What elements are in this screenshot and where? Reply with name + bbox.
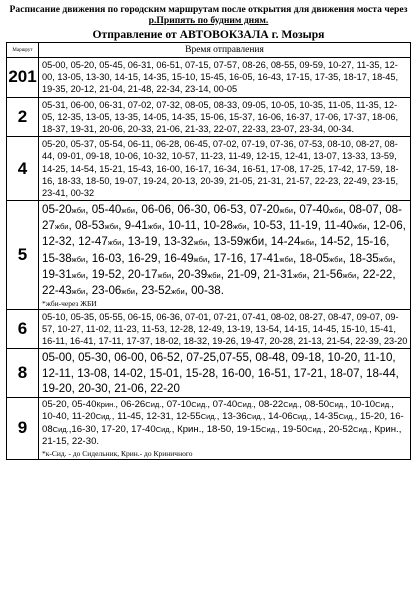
time-suffix: жби	[157, 270, 172, 280]
time-suffix: жби	[121, 206, 135, 216]
time-suffix: Сид.	[52, 424, 69, 434]
route-row-201	[7, 58, 411, 98]
time-suffix: Сид.	[283, 399, 300, 409]
time-suffix: жби	[378, 254, 393, 264]
time-suffix: жби	[71, 254, 86, 264]
route-number: 9	[17, 418, 28, 438]
route-times: 05-20, 05-37, 05-54, 06-11, 06-28, 06-45, 07-02, 07-19, 07-36, 07-53, 08-10, 08-27, 08-44, 09-01, 09-18, 10-06, 10-32, 10-57, 11-23, 11-49, 12-15, 12-41, 13-07, 13-33, 13-59, 14-25, 14-54, 15-21, 15-43, 16-00, 16-17, 16-34, 16-51, 17-08, 17-25, 17-42, 17-59, 18-16, 18-33, 18-50, 19-07, 19-24, 20-13, 20-39, 21-05, 21-31, 21-57, 22-23, 22-49, 23-15, 23-41, 00-32	[39, 137, 411, 201]
route-times: 05-31, 06-00, 06-31, 07-02, 07-32, 08-05, 08-33, 09-05, 10-05, 10-35, 11-05, 11-35, 12-05, 12-35, 13-05, 13-35, 14-05, 14-35, 15-06, 15-37, 16-06, 16-37, 17-06, 17-37, 18-06, 18-37, 19-31, 20-06, 20-33, 21-06, 21-33, 22-07, 22-33, 23-07, 23-34, 00-34.	[39, 97, 411, 137]
time-suffix: жби	[279, 254, 293, 264]
route-number-cell	[7, 397, 39, 459]
time-suffix: жби	[107, 238, 122, 248]
route-number: 4	[17, 158, 28, 178]
time-suffix: жби	[329, 254, 343, 264]
route-row-4	[7, 137, 411, 201]
route-note: *жби-через ЖБИ	[42, 298, 97, 308]
time-suffix: Крин.	[96, 399, 116, 409]
time-suffix: Сид.	[329, 399, 346, 409]
time-suffix: жби	[147, 222, 162, 232]
time-suffix: Сид.	[338, 412, 355, 422]
route-number-cell	[7, 58, 39, 98]
time-suffix: жби	[104, 222, 119, 232]
route-times-cell	[39, 201, 411, 310]
time-suffix: Сид.	[237, 399, 254, 409]
route-times: 05-10, 05-35, 05-55, 06-15, 06-36, 07-01, 07-21, 07-41, 08-02, 08-27, 08-47, 09-07, 09-57, 10-27, 11-02, 11-23, 11-53, 12-28, 12-49, 13-19, 13-54, 14-15, 14-45, 15-10, 15-41, 16-11, 16-41, 17-11, 17-37, 18-02, 18-32, 19-26, 19-47, 20-28, 21-13, 21-54, 22-39, 23-20	[39, 309, 411, 349]
time-suffix: жби	[207, 270, 221, 280]
route-row-8	[7, 349, 411, 397]
time-suffix: Сид.	[145, 399, 162, 409]
schedule-table	[6, 42, 411, 460]
time-suffix: Сид.	[353, 424, 370, 434]
time-suffix: жби	[279, 206, 293, 216]
route-number: 6	[17, 319, 28, 339]
time-suffix: Сид.	[155, 424, 172, 434]
route-number: 2	[17, 106, 28, 126]
route-number-cell	[7, 137, 39, 201]
route-number: 201	[8, 67, 37, 87]
time-suffix: Сид.	[292, 412, 309, 422]
time-suffix: жби	[300, 238, 314, 248]
time-suffix: жби	[342, 270, 357, 280]
time-suffix: жби	[292, 270, 307, 280]
time-suffix: Сид.	[95, 412, 112, 422]
time-suffix: жби	[352, 222, 367, 232]
route-number: 5	[17, 245, 28, 265]
route-row-5	[7, 201, 411, 310]
header-line-1: Расписание движения по городским маршрутам после открытия для движения моста через	[9, 4, 408, 15]
time-suffix: жби	[193, 254, 208, 264]
time-suffix: жби	[121, 286, 135, 296]
time-suffix: Сид.	[191, 399, 208, 409]
time-suffix: жби	[329, 206, 343, 216]
time-suffix: жби	[232, 222, 247, 232]
route-times-cell	[39, 397, 411, 459]
schedule-title: Отправление от АВТОВОКЗАЛА г. Мозыря	[92, 28, 325, 41]
route-number: 8	[17, 363, 28, 383]
schedule-page	[6, 0, 411, 600]
header-line-2: р.Припять по будним дням.	[148, 15, 269, 26]
route-times: 05-20, 05-40Крин., 06-26Сид., 07-10Сид., 07-40Сид., 08-22Сид., 08-50Сид., 10-10Сид., 10-40, 11-20Сид., 11-45, 12-31, 12-55Сид., 13-36Сид., 14-06Сид., 14-35Сид., 15-20, 16-08Сид.,16-30, 17-20, 17-40Сид., Крин., 18-50, 19-15Сид., 19-50Сид., 20-52Сид., Крин., 21-15, 22-30.	[42, 398, 404, 448]
table-header-row	[7, 43, 411, 58]
time-suffix: жби	[71, 286, 86, 296]
time-suffix: жби	[171, 286, 185, 296]
route-row-2	[7, 97, 411, 137]
route-times: 05-20жби, 05-40жби, 06-06, 06-30, 06-53, 07-20жби, 07-40жби, 08-07, 08-27жби, 08-53жби, 9-41жби, 10-11, 10-28жби, 10-53, 11-19, 11-40жби, 12-06, 12-32, 12-47жби, 13-19, 13-32жби, 13-59жби, 14-24жби, 14-52, 15-16, 15-38жби, 16-03, 16-29, 16-49жби, 17-16, 17-41жби, 18-05жби, 18-35жби, 19-31жби, 19-52, 20-17жби, 20-39жби, 21-09, 21-31жби, 21-56жби, 22-22, 22-43жби, 23-06жби, 23-52жби, 00-38.	[42, 203, 406, 297]
schedule-header	[6, 4, 411, 26]
route-number-cell	[7, 309, 39, 349]
time-suffix: Сид.	[200, 412, 217, 422]
times-column-header: Время отправления	[39, 43, 411, 58]
route-number-cell	[7, 349, 39, 397]
route-row-6	[7, 309, 411, 349]
time-suffix: Сид.	[307, 424, 324, 434]
time-suffix: жби	[54, 222, 69, 232]
time-suffix: жби	[71, 206, 86, 216]
time-suffix: Сид.	[375, 399, 392, 409]
route-row-9	[7, 397, 411, 459]
time-suffix: Сид.	[261, 424, 278, 434]
time-suffix: жби	[71, 270, 86, 280]
route-column-header: Маршрут	[7, 43, 39, 58]
route-times: 05-00, 05-20, 05-45, 06-31, 06-51, 07-15, 07-57, 08-26, 08-55, 09-59, 10-27, 11-35, 12-00, 13-05, 13-30, 14-15, 14-35, 15-10, 15-45, 16-05, 16-43, 17-15, 17-35, 18-17, 18-45, 19-35, 20-12, 21-04, 21-48, 22-34, 23-14, 00-05	[39, 58, 411, 98]
time-suffix: жби	[193, 238, 208, 248]
route-number-cell	[7, 201, 39, 310]
route-times: 05-00, 05-30, 06-00, 06-52, 07-25,07-55, 08-48, 09-18, 10-20, 11-10, 12-11, 13-08, 14-02, 15-01, 15-28, 16-00, 16-51, 17-21, 18-07, 18-44, 19-20, 20-30, 21-06, 22-20	[39, 349, 411, 397]
time-suffix: Сид.	[246, 412, 263, 422]
route-number-cell	[7, 97, 39, 137]
route-note: *к-Сид. - до Сидельник, Крин.- до Криничного	[42, 449, 193, 459]
